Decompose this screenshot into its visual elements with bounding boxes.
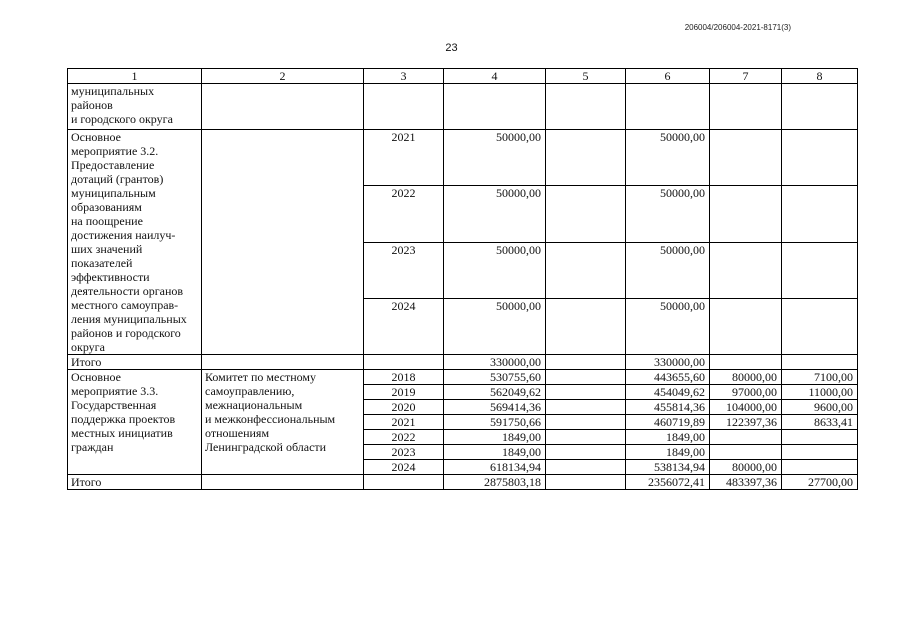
- continuation-name-cell: [68, 84, 202, 130]
- value-cell: 8633,41: [782, 415, 858, 430]
- value-cell: [546, 355, 626, 370]
- value-cell: 80000,00: [710, 370, 782, 385]
- year-cell: [364, 475, 444, 490]
- name-line: муниципальным: [71, 186, 156, 200]
- executor-cell: [202, 84, 364, 130]
- executor-line: отношениям: [205, 426, 270, 440]
- name-line: Основное: [71, 130, 121, 144]
- name-line: районов и городского: [71, 326, 181, 340]
- value-cell: [782, 84, 858, 130]
- value-cell: [710, 355, 782, 370]
- value-cell: [710, 84, 782, 130]
- value-cell: 7100,00: [782, 370, 858, 385]
- total-label: Итого: [68, 355, 202, 370]
- executor-line: Комитет по местному: [205, 370, 317, 384]
- executor-line: самоуправлению,: [205, 384, 295, 398]
- value-cell: [546, 445, 626, 460]
- value-cell: [782, 445, 858, 460]
- value-cell: [710, 430, 782, 445]
- value-cell: 50000,00: [626, 186, 710, 242]
- header-cell: 6: [626, 69, 710, 84]
- value-cell: 50000,00: [626, 298, 710, 354]
- header-cell: 4: [444, 69, 546, 84]
- year-cell: 2022: [364, 186, 444, 242]
- value-cell: 1849,00: [444, 445, 546, 460]
- value-cell: 538134,94: [626, 460, 710, 475]
- name-line: мероприятие 3.3.: [71, 384, 159, 398]
- value-cell: 50000,00: [626, 130, 710, 186]
- name-line: эффективности: [71, 270, 150, 284]
- name-line: поддержка проектов: [71, 412, 176, 426]
- value-cell: [444, 84, 546, 130]
- value-cell: [782, 242, 858, 298]
- page-number: 23: [445, 42, 458, 54]
- year-cell: 2020: [364, 400, 444, 415]
- total-value: 27700,00: [782, 475, 858, 490]
- name-line: достижения наилуч-: [71, 228, 176, 242]
- value-cell: 562049,62: [444, 385, 546, 400]
- value-cell: 122397,36: [710, 415, 782, 430]
- year-cell: 2019: [364, 385, 444, 400]
- document-id: 206004/206004-2021-8171(3): [684, 23, 791, 32]
- name-line: показателей: [71, 256, 133, 270]
- name-line: деятельности органов: [71, 284, 184, 298]
- total-row: [68, 475, 858, 490]
- executor-line: межнациональным: [205, 398, 303, 412]
- value-cell: [710, 445, 782, 460]
- name-line: Основное: [71, 370, 121, 384]
- name-line: местных инициатив: [71, 426, 173, 440]
- value-cell: [782, 130, 858, 186]
- name-line: Государственная: [71, 398, 157, 412]
- year-cell: 2018: [364, 370, 444, 385]
- value-cell: 80000,00: [710, 460, 782, 475]
- value-cell: [546, 400, 626, 415]
- name-line: Предоставление: [71, 158, 155, 172]
- value-cell: 11000,00: [782, 385, 858, 400]
- year-cell: 2023: [364, 445, 444, 460]
- year-cell: [364, 84, 444, 130]
- name-line: округа: [71, 340, 105, 354]
- value-cell: [546, 84, 626, 130]
- total-value: 2875803,18: [444, 475, 546, 490]
- value-cell: 460719,89: [626, 415, 710, 430]
- year-cell: 2021: [364, 130, 444, 186]
- value-cell: 50000,00: [444, 298, 546, 354]
- year-cell: 2024: [364, 460, 444, 475]
- value-cell: 50000,00: [444, 130, 546, 186]
- measure-name-cell: [68, 130, 202, 355]
- value-cell: [782, 186, 858, 242]
- executor-cell: [202, 355, 364, 370]
- header-cell: 7: [710, 69, 782, 84]
- header-row: [68, 69, 858, 84]
- total-value: 330000,00: [626, 355, 710, 370]
- name-line: ления муниципальных: [71, 312, 187, 326]
- value-cell: [710, 130, 782, 186]
- value-cell: 443655,60: [626, 370, 710, 385]
- name-line: граждан: [71, 440, 114, 454]
- executor-cell: [202, 370, 364, 475]
- executor-line: Ленинградской области: [205, 440, 327, 454]
- value-cell: 50000,00: [444, 242, 546, 298]
- year-cell: 2021: [364, 415, 444, 430]
- name-line: на поощрение: [71, 214, 143, 228]
- executor-line: и межконфессиональным: [205, 412, 336, 426]
- name-line: образованиям: [71, 200, 142, 214]
- value-cell: 104000,00: [710, 400, 782, 415]
- value-cell: [546, 130, 626, 186]
- total-label: Итого: [68, 475, 202, 490]
- value-cell: [546, 385, 626, 400]
- value-cell: 530755,60: [444, 370, 546, 385]
- year-cell: 2022: [364, 430, 444, 445]
- header-cell: 2: [202, 69, 364, 84]
- value-cell: 454049,62: [626, 385, 710, 400]
- header-cell: 8: [782, 69, 858, 84]
- measure-name-cell: [68, 370, 202, 475]
- value-cell: [710, 186, 782, 242]
- name-line: местного самоуправ-: [71, 298, 179, 312]
- value-cell: [546, 298, 626, 354]
- value-cell: [546, 415, 626, 430]
- value-cell: 1849,00: [626, 430, 710, 445]
- value-cell: [546, 186, 626, 242]
- value-cell: [782, 460, 858, 475]
- value-cell: 455814,36: [626, 400, 710, 415]
- value-cell: [546, 242, 626, 298]
- budget-table: [67, 68, 858, 490]
- executor-cell: [202, 130, 364, 355]
- header-cell: 5: [546, 69, 626, 84]
- year-cell: 2024: [364, 298, 444, 354]
- value-cell: [710, 298, 782, 354]
- value-cell: 50000,00: [444, 186, 546, 242]
- value-cell: 9600,00: [782, 400, 858, 415]
- value-cell: [546, 460, 626, 475]
- name-line: и городского округа: [71, 112, 173, 126]
- table-row: [68, 130, 858, 186]
- value-cell: [546, 370, 626, 385]
- value-cell: 1849,00: [444, 430, 546, 445]
- total-row: [68, 355, 858, 370]
- value-cell: 1849,00: [626, 445, 710, 460]
- continuation-row: [68, 84, 858, 130]
- name-line: ших значений: [71, 242, 143, 256]
- year-cell: [364, 355, 444, 370]
- header-cell: 1: [68, 69, 202, 84]
- value-cell: 97000,00: [710, 385, 782, 400]
- value-cell: [546, 475, 626, 490]
- name-line: дотаций (грантов): [71, 172, 164, 186]
- value-cell: [782, 355, 858, 370]
- value-cell: [546, 430, 626, 445]
- value-cell: 618134,94: [444, 460, 546, 475]
- value-cell: [710, 242, 782, 298]
- total-value: 2356072,41: [626, 475, 710, 490]
- value-cell: [782, 430, 858, 445]
- header-cell: 3: [364, 69, 444, 84]
- value-cell: 569414,36: [444, 400, 546, 415]
- executor-cell: [202, 475, 364, 490]
- value-cell: [782, 298, 858, 354]
- value-cell: 591750,66: [444, 415, 546, 430]
- name-line: мероприятие 3.2.: [71, 144, 159, 158]
- name-line: районов: [71, 98, 113, 112]
- value-cell: [626, 84, 710, 130]
- total-value: 483397,36: [710, 475, 782, 490]
- name-line: муниципальных: [71, 84, 155, 98]
- year-cell: 2023: [364, 242, 444, 298]
- value-cell: 50000,00: [626, 242, 710, 298]
- total-value: 330000,00: [444, 355, 546, 370]
- table-row: [68, 370, 858, 385]
